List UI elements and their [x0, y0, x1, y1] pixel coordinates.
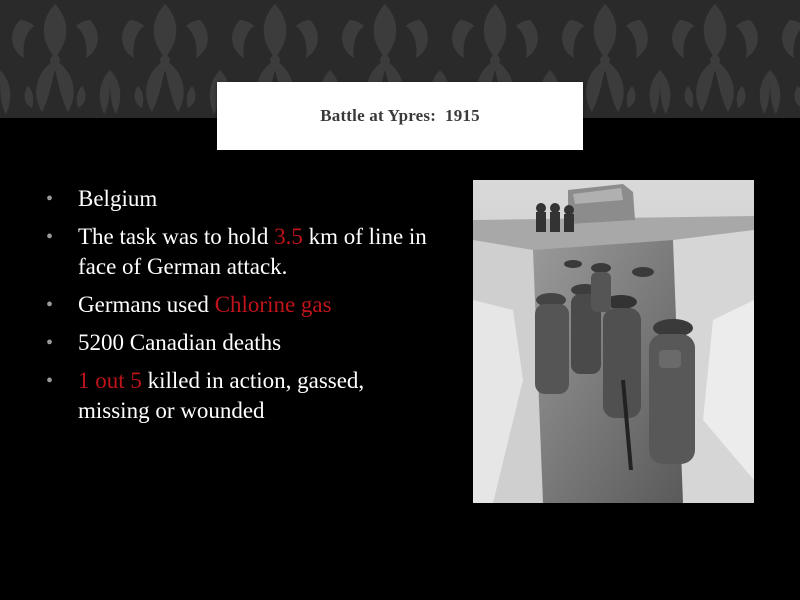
bullet-dot-icon: •	[46, 188, 54, 210]
bullet-text: Germans used	[78, 292, 215, 317]
highlighted-text: Chlorine gas	[214, 292, 332, 317]
bullet-text: 5200 Canadian deaths	[78, 330, 282, 355]
bullet-text: km of line in face of German attack.	[78, 224, 427, 279]
bullet-list	[46, 184, 436, 434]
bullet-dot-icon: •	[46, 370, 54, 392]
highlighted-text: 1 out 5	[78, 368, 142, 393]
bullet-dot-icon: •	[46, 294, 54, 316]
title-box	[217, 82, 583, 150]
slide-title: Battle at Ypres: 1915	[320, 106, 480, 125]
bullet-text: killed in action, gassed, missing or wounded	[78, 368, 365, 423]
trench-soldiers-photo	[473, 180, 754, 503]
bullet-text: The task was to hold	[78, 224, 275, 249]
bullet-dot-icon: •	[46, 332, 54, 354]
bullet-item	[46, 328, 436, 358]
photo-illustration	[473, 180, 754, 503]
bullet-item	[46, 222, 436, 282]
bullet-item	[46, 290, 436, 320]
bullet-text: Belgium	[78, 186, 158, 211]
bullet-dot-icon: •	[46, 226, 54, 248]
highlighted-text: 3.5	[274, 224, 303, 249]
bullet-item	[46, 184, 436, 214]
bullet-item	[46, 366, 436, 426]
